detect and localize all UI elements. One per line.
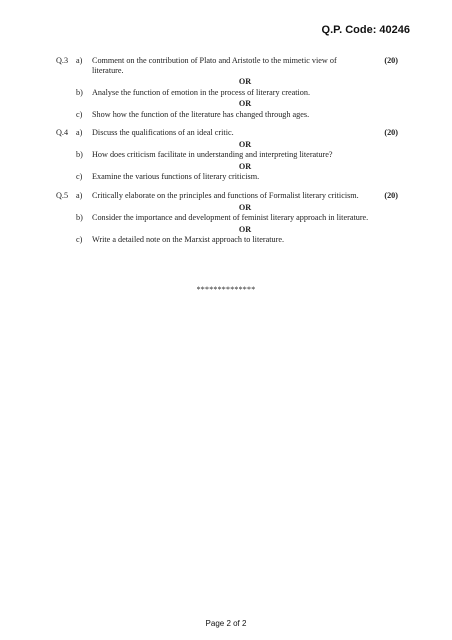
question-text: Analyse the function of emotion in the process of literary creation.	[92, 87, 311, 97]
part-label: c)	[76, 172, 83, 182]
part-label: a)	[76, 56, 83, 65]
question-text: Comment on the contribution of Plato and Aristotle to the mimetic view of literature.	[92, 56, 337, 75]
or-separator: OR	[238, 77, 252, 87]
or-separator: OR	[238, 224, 252, 234]
part-label: c)	[76, 235, 83, 245]
question-4	[56, 128, 398, 182]
part-label: b)	[76, 87, 83, 97]
part-label: a)	[76, 191, 83, 200]
or-separator: OR	[238, 99, 252, 109]
qp-code: Q.P. Code: 40246	[321, 24, 410, 36]
question-text: Discuss the qualifications of an ideal critic.	[92, 128, 234, 137]
question-number: Q.3	[56, 56, 69, 65]
marks: (20)	[384, 191, 398, 200]
question-number: Q.4	[56, 128, 69, 137]
or-separator: OR	[238, 161, 252, 171]
marks: (20)	[384, 128, 398, 137]
question-3	[56, 56, 398, 120]
question-text: Write a detailed note on the Marxist approach to literature.	[92, 235, 285, 245]
part-label: c)	[76, 109, 83, 119]
question-text: Examine the various functions of literary criticism.	[92, 172, 260, 182]
or-separator: OR	[238, 139, 252, 149]
part-label: a)	[76, 128, 83, 137]
end-marker: **************	[196, 285, 256, 294]
question-text: Critically elaborate on the principles and functions of Formalist literary criticism.	[92, 191, 359, 200]
question-number: Q.5	[56, 191, 69, 200]
question-text: Show how the function of the literature has changed through ages.	[92, 109, 310, 119]
page-number: Page 2 of 2	[205, 619, 247, 628]
question-5	[56, 191, 398, 245]
question-text: How does criticism facilitate in understanding and interpreting literature?	[92, 150, 333, 160]
part-label: b)	[76, 213, 83, 223]
or-separator: OR	[238, 202, 252, 212]
question-text: Consider the importance and development of feminist literary approach in literature.	[92, 213, 369, 223]
part-label: b)	[76, 150, 83, 160]
marks: (20)	[384, 56, 398, 65]
